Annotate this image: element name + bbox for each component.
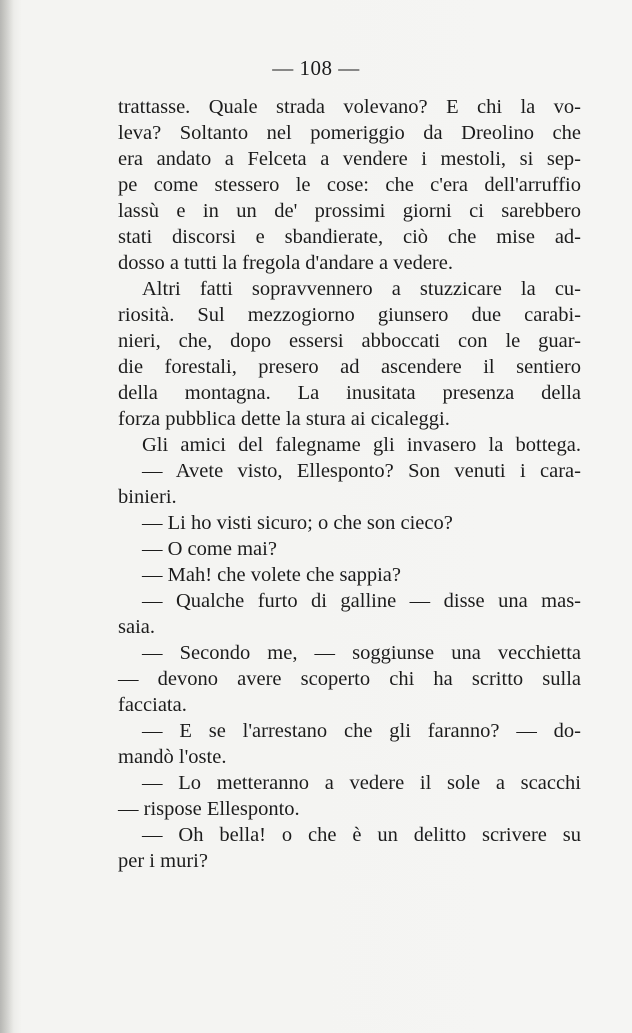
- text-line: die forestali, presero ad ascendere il sentiero: [118, 356, 581, 378]
- dialogue-line: — O come mai?: [142, 538, 277, 560]
- dialogue-line: — Oh bella! o che è un delitto scrivere su: [142, 824, 581, 846]
- text-line: della montagna. La inusitata presenza della: [118, 382, 581, 404]
- page-number: — 108 —: [272, 56, 360, 80]
- body-text: [118, 94, 581, 874]
- text-line: forza pubblica dette la stura ai cicaleggi.: [118, 408, 450, 430]
- text-line: riosità. Sul mezzogiorno giunsero due carabi-: [118, 304, 581, 326]
- dialogue-line: facciata.: [118, 694, 187, 716]
- text-line: dosso a tutti la fregola d'andare a vedere.: [118, 252, 453, 274]
- dialogue-line: — E se l'arrestano che gli faranno? — do-: [142, 720, 581, 742]
- dialogue-line: — Secondo me, — soggiunse una vecchietta: [142, 642, 581, 664]
- text-line: trattasse. Quale strada volevano? E chi la vo-: [118, 96, 581, 118]
- text-line: nieri, che, dopo essersi abboccati con le guar-: [118, 330, 581, 352]
- spine-shadow: [0, 0, 14, 1033]
- dialogue-line: binieri.: [118, 486, 177, 508]
- dialogue-line: — devono avere scoperto chi ha scritto sulla: [118, 668, 581, 690]
- dialogue-line: — Lo metteranno a vedere il sole a scacchi: [142, 772, 581, 794]
- text-line: era andato a Felceta a vendere i mestoli, si sep-: [118, 148, 581, 170]
- dialogue-line: — Mah! che volete che sappia?: [142, 564, 401, 586]
- text-line: leva? Soltanto nel pomeriggio da Dreolino che: [118, 122, 581, 144]
- dialogue-line: — Avete visto, Ellesponto? Son venuti i cara-: [142, 460, 581, 482]
- text-line: stati discorsi e sbandierate, ciò che mise ad-: [118, 226, 581, 248]
- dialogue-line: — Li ho visti sicuro; o che son cieco?: [142, 512, 453, 534]
- dialogue-line: — Qualche furto di galline — disse una mas-: [142, 590, 581, 612]
- text-line: Altri fatti sopravvennero a stuzzicare la cu-: [142, 278, 581, 300]
- text-line: Gli amici del falegname gli invasero la bottega.: [142, 434, 581, 456]
- dialogue-line: saia.: [118, 616, 155, 638]
- dialogue-line: — rispose Ellesponto.: [118, 798, 300, 820]
- text-line: pe come stessero le cose: che c'era dell'arruffio: [118, 174, 581, 196]
- text-line: lassù e in un de' prossimi giorni ci sarebbero: [118, 200, 581, 222]
- dialogue-line: per i muri?: [118, 850, 208, 872]
- dialogue-line: mandò l'oste.: [118, 746, 227, 768]
